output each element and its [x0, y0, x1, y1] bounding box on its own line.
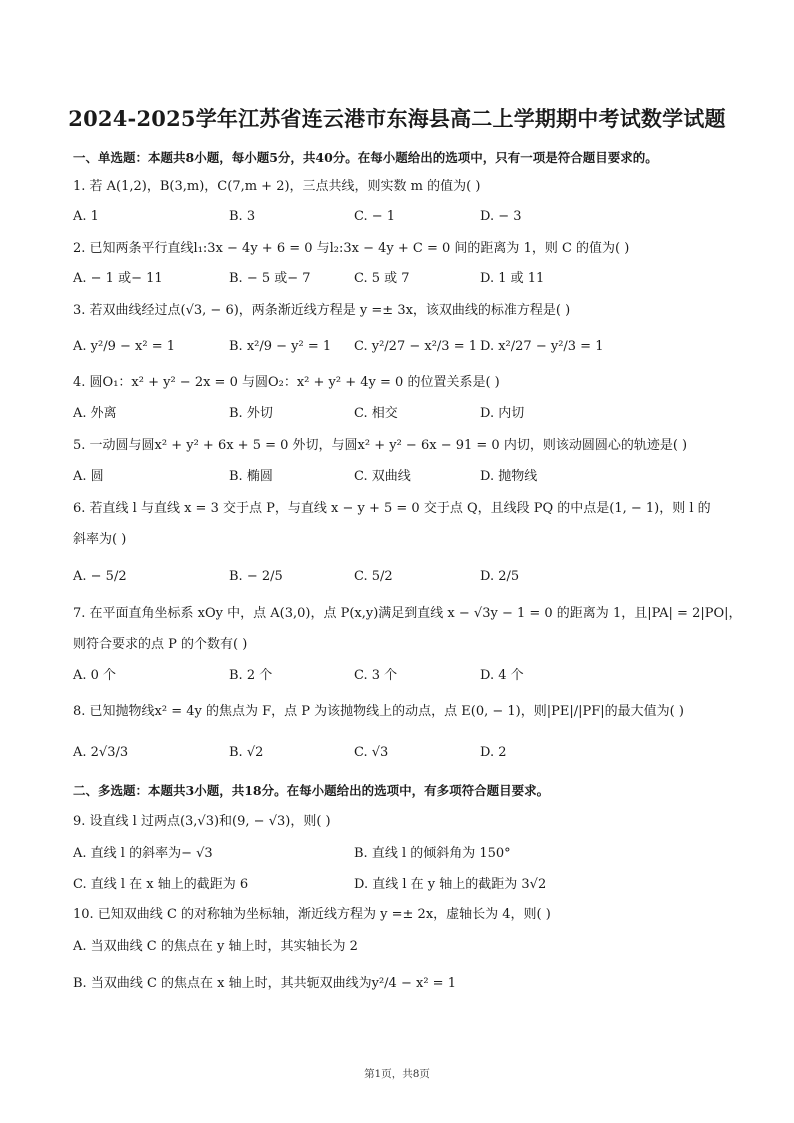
question-4-option-c: C. 相交 [354, 406, 398, 421]
exam-title: 2024-2025学年江苏省连云港市东海县高二上学期期中考试数学试题 [68, 106, 726, 131]
question-9-option-d: D. 直线 l 在 y 轴上的截距为 3√2 [354, 877, 547, 892]
question-1-stem: 1. 若 A(1,2)，B(3,m)，C(7,m + 2)，三点共线，则实数 m 的值为( ) [73, 179, 481, 194]
question-6-option-b: B. − 2/5 [229, 569, 283, 584]
question-7-option-d: D. 4 个 [480, 668, 524, 683]
question-6-stem: 6. 若直线 l 与直线 x = 3 交于点 P，与直线 x − y + 5 = 0 交于点 Q，且线段 PQ 的中点是(1, − 1)，则 l 的 [73, 501, 711, 516]
question-5-option-b: B. 椭圆 [229, 469, 273, 484]
question-2-option-c: C. 5 或 7 [354, 271, 410, 286]
question-9-stem: 9. 设直线 l 过两点(3,√3)和(9, − √3)，则( ) [73, 814, 331, 829]
question-1-option-a: A. 1 [73, 209, 99, 224]
question-1-option-d: D. − 3 [480, 209, 522, 224]
question-4-stem: 4. 圆O₁：x² + y² − 2x = 0 与圆O₂：x² + y² + 4y = 0 的位置关系是( ) [73, 375, 500, 390]
question-8-option-d: D. 2 [480, 745, 507, 760]
question-4-option-a: A. 外离 [73, 406, 117, 421]
question-8-stem: 8. 已知抛物线x² = 4y 的焦点为 F，点 P 为该抛物线上的动点，点 E(0, − 1)，则|PE|/|PF|的最大值为( ) [73, 704, 684, 719]
question-7-stem-continued: 则符合要求的点 P 的个数有( ) [73, 637, 248, 652]
question-2-option-d: D. 1 或 11 [480, 271, 545, 286]
question-4-option-d: D. 内切 [480, 406, 525, 421]
question-3-option-b: B. x²/9 − y² = 1 [229, 339, 332, 354]
question-7-option-c: C. 3 个 [354, 668, 398, 683]
question-5-stem: 5. 一动圆与圆x² + y² + 6x + 5 = 0 外切，与圆x² + y² − 6x − 91 = 0 内切，则该动圆圆心的轨迹是( ) [73, 438, 688, 453]
question-7-option-b: B. 2 个 [229, 668, 273, 683]
question-8-option-b: B. √2 [229, 745, 264, 760]
question-7-option-a: A. 0 个 [73, 668, 117, 683]
question-9-option-c: C. 直线 l 在 x 轴上的截距为 6 [73, 877, 249, 892]
question-3-option-d: D. x²/27 − y²/3 = 1 [480, 339, 604, 354]
question-6-option-c: C. 5/2 [354, 569, 393, 584]
question-6-option-a: A. − 5/2 [73, 569, 127, 584]
question-5-option-c: C. 双曲线 [354, 469, 411, 484]
page-footer: 第1页，共8页 [364, 1068, 430, 1080]
question-2-stem: 2. 已知两条平行直线l₁:3x − 4y + 6 = 0 与l₂:3x − 4y + C = 0 间的距离为 1，则 C 的值为( ) [73, 241, 630, 256]
question-2-option-b: B. − 5 或− 7 [229, 271, 311, 286]
question-10-option-b: B. 当双曲线 C 的焦点在 x 轴上时，其共轭双曲线为y²/4 − x² = 1 [73, 976, 456, 991]
question-6-option-d: D. 2/5 [480, 569, 520, 584]
question-2-option-a: A. − 1 或− 11 [73, 271, 163, 286]
question-3-option-c: C. y²/27 − x²/3 = 1 [354, 339, 478, 354]
question-10-stem: 10. 已知双曲线 C 的对称轴为坐标轴，渐近线方程为 y =± 2x，虚轴长为 4，则( ) [73, 907, 551, 922]
question-9-option-b: B. 直线 l 的倾斜角为 150° [354, 846, 511, 861]
question-5-option-a: A. 圆 [73, 469, 104, 484]
question-8-option-c: C. √3 [354, 745, 389, 760]
question-8-option-a: A. 2√3/3 [73, 745, 129, 760]
question-1-option-b: B. 3 [229, 209, 256, 224]
section-heading-single-choice: 一、单选题：本题共8小题，每小题5分，共40分。在每小题给出的选项中，只有一项是符合题目要求的。 [73, 150, 658, 165]
question-3-stem: 3. 若双曲线经过点(√3, − 6)，两条渐近线方程是 y =± 3x，该双曲线的标准方程是( ) [73, 303, 571, 318]
question-10-option-a: A. 当双曲线 C 的焦点在 y 轴上时，其实轴长为 2 [73, 939, 358, 954]
question-4-option-b: B. 外切 [229, 406, 273, 421]
question-3-option-a: A. y²/9 − x² = 1 [73, 339, 175, 354]
question-5-option-d: D. 抛物线 [480, 469, 538, 484]
question-9-option-a: A. 直线 l 的斜率为− √3 [73, 846, 213, 861]
question-6-stem-continued: 斜率为( ) [73, 532, 127, 547]
question-1-option-c: C. − 1 [354, 209, 396, 224]
section-heading-multiple-choice: 二、多选题：本题共3小题，共18分。在每小题给出的选项中，有多项符合题目要求。 [73, 783, 550, 798]
question-7-stem: 7. 在平面直角坐标系 xOy 中，点 A(3,0)，点 P(x,y)满足到直线 x − √3y − 1 = 0 的距离为 1，且|PA| = 2|PO|， [73, 606, 742, 621]
